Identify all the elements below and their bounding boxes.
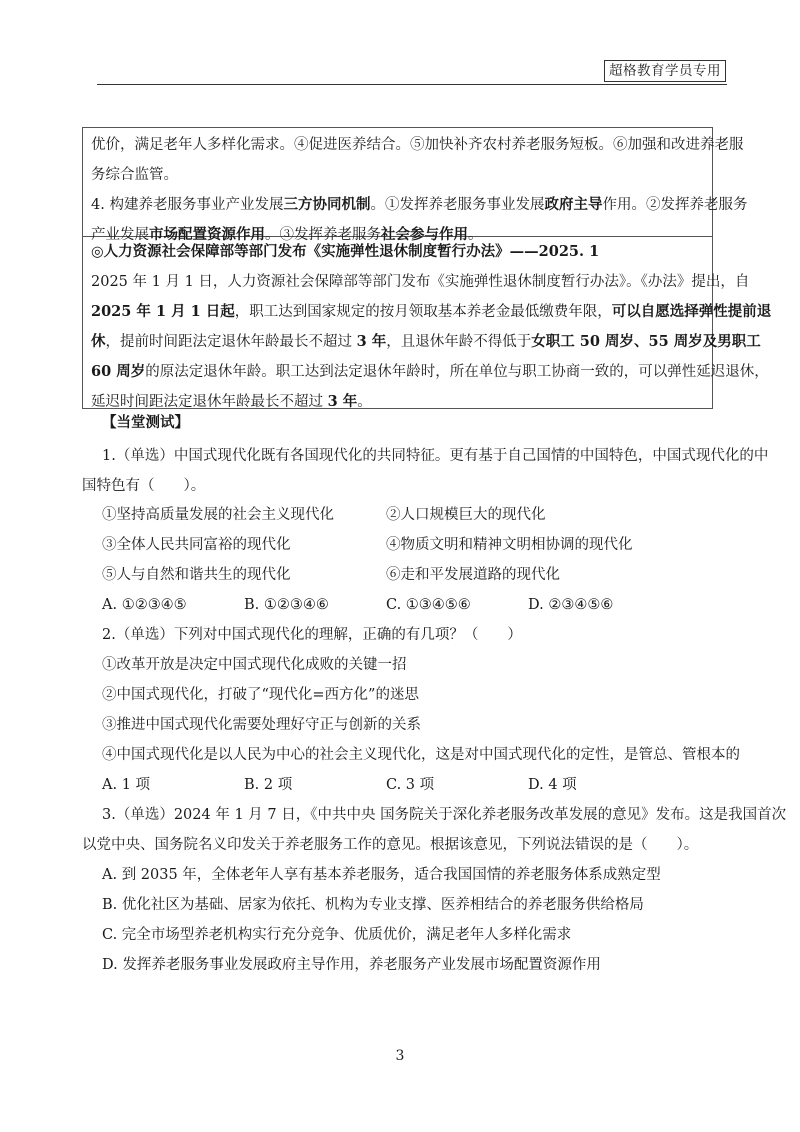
q2-item-1: ①改革开放是决定中国式现代化成败的关键一招 — [102, 657, 407, 673]
page-number: 3 — [395, 1048, 405, 1064]
box1-line-2: 务综合监管。 — [91, 167, 178, 183]
bold-text: 3 年 — [327, 393, 358, 410]
q1-item-5: ⑤人与自然和谐共生的现代化 — [102, 567, 291, 583]
q1-option-b: B. ①②③④⑥ — [244, 597, 329, 613]
q1-item-3: ③全体人民共同富裕的现代化 — [102, 537, 291, 553]
q3-option-d: D. 发挥养老服务事业发展政府主导作用，养老服务产业发展市场配置资源作用 — [102, 957, 601, 973]
q2-option-b: B. 2 项 — [244, 777, 293, 793]
q1-item-4: ④物质文明和精神文明相协调的现代化 — [386, 537, 633, 553]
q1-item-2: ②人口规模巨大的现代化 — [386, 507, 546, 523]
header-tag: 超格教育学员专用 — [604, 60, 726, 82]
policy-box — [82, 237, 772, 410]
q3-option-a: A. 到 2035 年，全体老年人享有基本养老服务，适合我国国情的养老服务体系成熟定型 — [102, 867, 661, 883]
q2-stem: 2.（单选）下列对中国式现代化的理解，正确的有几项？（ ） — [102, 627, 522, 643]
text: 。①发挥养老服务事业发展 — [370, 197, 545, 213]
text: 。 — [468, 227, 483, 243]
q1-option-d: D. ②③④⑤⑥ — [528, 597, 614, 613]
q2-option-a: A. 1 项 — [102, 777, 151, 793]
text: 延迟时间距法定退休年龄最长不超过 — [91, 394, 328, 410]
q3-option-c: C. 完全市场型养老机构实行充分竞争、优质优价，满足老年人多样化需求 — [102, 927, 572, 943]
bold-text: 3 年 — [356, 333, 387, 350]
bold-text: 社会参与作用 — [381, 226, 468, 243]
bold-text: 2025 年 1 月 1 日起 — [91, 303, 235, 320]
text: ，且退休年龄不得低于 — [386, 334, 532, 350]
q3-stem-line-1: 3.（单选）2024 年 1 月 7 日，《中共中央 国务院关于深化养老服务改革发展的意见》发布。这是我国首次 — [102, 807, 787, 823]
q2-item-2: ②中国式现代化，打破了“现代化=西方化”的迷思 — [102, 687, 419, 703]
q3-option-b: B. 优化社区为基础、居家为依托、机构为专业支撑、医养相结合的养老服务供给格局 — [102, 897, 644, 913]
policy-line-2 — [91, 297, 772, 327]
box1-line-1: 优价，满足老年人多样化需求。④促进医养结合。⑤加快补齐农村养老服务短板。⑥加强和改进养老服 — [91, 137, 744, 153]
q2-item-3: ③推进中国式现代化需要处理好守正与创新的关系 — [102, 717, 421, 733]
bold-text: 60 周岁 — [91, 363, 146, 380]
section-title: 【当堂测试】 — [102, 414, 189, 431]
policy-line-3 — [91, 327, 761, 357]
q1-item-6: ⑥走和平发展道路的现代化 — [386, 567, 560, 583]
text: ，职工达到国家规定的按月领取基本养老金最低缴费年限， — [234, 304, 612, 320]
bold-text: 女职工 50 周岁、55 周岁及男职工 — [531, 333, 761, 350]
text: 产业发展 — [91, 227, 149, 243]
q1-option-a: A. ①②③④⑤ — [102, 597, 187, 613]
q2-option-c: C. 3 项 — [386, 777, 435, 793]
box1-line-3 — [91, 190, 748, 220]
q2-option-d: D. 4 项 — [528, 777, 577, 793]
text: ，提前时间距法定退休年龄最长不超过 — [105, 334, 357, 350]
policy-line-4 — [91, 357, 769, 387]
policy-line-1: 2025 年 1 月 1 日，人力资源社会保障部等部门发布《实施弹性退休制度暂行办法》。《办法》提出，自 — [91, 274, 750, 290]
text: 的原法定退休年龄。职工达到法定退休年龄时，所在单位与职工协商一致的，可以弹性延迟退休， — [145, 364, 769, 380]
q1-item-1: ①坚持高质量发展的社会主义现代化 — [102, 507, 334, 523]
bold-text: 政府主导 — [544, 196, 603, 213]
title-text: 人力资源社会保障部等部门发布《实施弹性退休制度暂行办法》——2025. 1 — [103, 243, 600, 260]
bold-text: 三方协同机制 — [283, 196, 371, 213]
text: 作用。②发挥养老服务 — [602, 197, 748, 213]
text: 。 — [357, 394, 372, 410]
summary-box — [82, 127, 748, 243]
header-rule — [97, 84, 727, 85]
q1-stem-line-1: 1.（单选）中国式现代化既有各国现代化的共同特征。更有基于自己国情的中国特色，中国式现代化的中 — [102, 448, 769, 464]
bold-text: 市场配置资源作用 — [149, 226, 265, 243]
q3-stem-line-2: 以党中央、国务院名义印发关于养老服务工作的意见。根据该意见，下列说法错误的是（ ）。 — [82, 837, 699, 853]
bold-text: 可以自愿选择弹性提前退 — [611, 303, 772, 320]
title-mark: ◎ — [91, 243, 104, 260]
text: 4. 构建养老服务事业产业发展 — [91, 197, 284, 213]
policy-title — [91, 237, 704, 267]
text: 。③发挥养老服务 — [265, 227, 381, 243]
bold-text: 休 — [91, 333, 106, 350]
q2-item-4: ④中国式现代化是以人民为中心的社会主义现代化，这是对中国式现代化的定性，是管总、管根本的 — [102, 747, 740, 763]
q1-stem-line-2: 国特色有（ ）。 — [82, 478, 206, 494]
q1-option-c: C. ①③④⑤⑥ — [386, 597, 471, 613]
